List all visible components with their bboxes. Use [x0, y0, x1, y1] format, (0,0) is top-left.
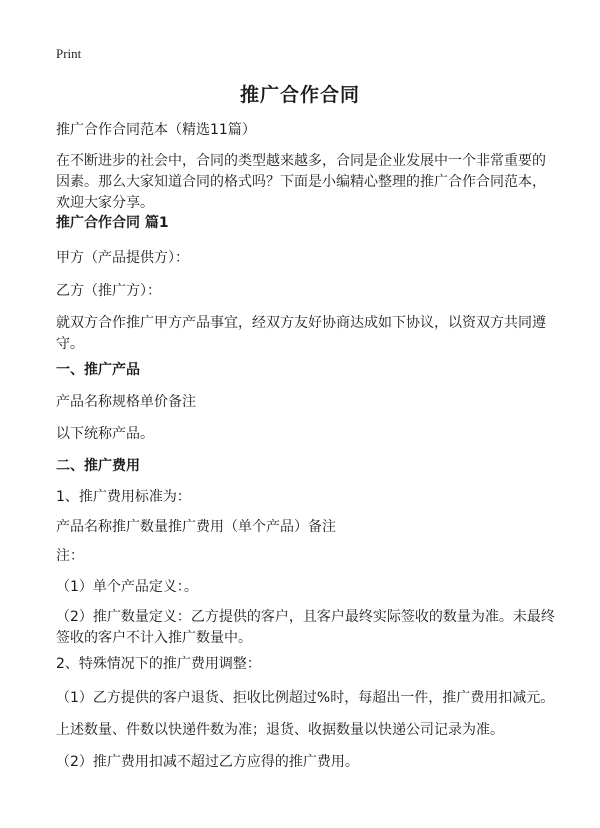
party-a-line: 甲方（产品提供方）： [56, 250, 189, 266]
note-item-2: （2）推广数量定义：乙方提供的客户，且客户最终实际签收的数量为准。未最终签收的客户不计入推广数量中。 [56, 609, 555, 646]
product-table-header: 产品名称规格单价备注 [56, 394, 196, 410]
party-b-line: 乙方（推广方）： [56, 283, 161, 299]
agreement-paragraph: 就双方合作推广甲方产品事宜，经双方友好协商达成如下协议，以资双方共同遵守。 [56, 315, 546, 352]
section-title: 推广合作合同 篇1 [56, 215, 169, 231]
special-adjustment-line: 2、特殊情况下的推广费用调整： [56, 656, 261, 672]
note-item-1: （1）单个产品定义：。 [56, 579, 198, 595]
adjustment-note: 上述数量、件数以快递件数为准；退货、收据数量以快递公司记录为准。 [56, 722, 504, 738]
adjustment-item-1: （1）乙方提供的客户退货、拒收比例超过%时，每超出一件，推广费用扣减元。 [56, 690, 555, 706]
fee-table-header: 产品名称推广数量推广费用（单个产品）备注 [56, 519, 336, 535]
document-title: 推广合作合同 [239, 84, 360, 106]
heading-promotion-fees: 二、推广费用 [56, 458, 140, 474]
document-subtitle: 推广合作合同范本（精选11篇） [56, 122, 256, 138]
print-label: Print [56, 46, 82, 61]
adjustment-item-2: （2）推广费用扣减不超过乙方应得的推广费用。 [56, 754, 359, 770]
fee-standard-line: 1、推广费用标准为： [56, 489, 191, 505]
intro-paragraph: 在不断进步的社会中，合同的类型越来越多，合同是企业发展中一个非常重要的因素。那么大家知道合同的格式吗？下面是小编精心整理的推广合作合同范本，欢迎大家分享。 [56, 153, 546, 211]
heading-promoted-products: 一、推广产品 [56, 362, 140, 378]
product-note: 以下统称产品。 [56, 426, 154, 442]
note-label: 注： [56, 548, 84, 564]
